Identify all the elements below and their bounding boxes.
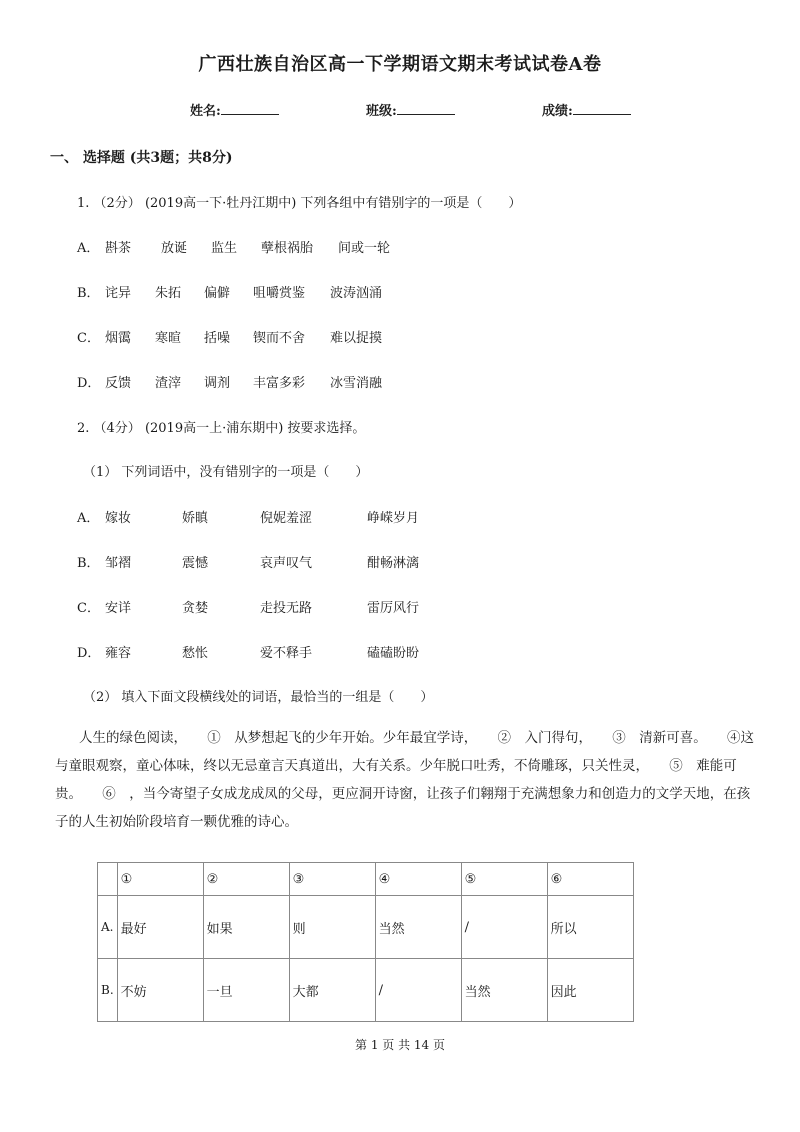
- table-header-cell: ⑥: [547, 863, 633, 896]
- option-word: 爱不释手: [260, 646, 313, 661]
- option-word: 锲而不舍: [253, 331, 306, 346]
- q2-option-a: [77, 507, 419, 526]
- option-word: 波涛汹涌: [330, 286, 383, 301]
- table-header-cell: ④: [375, 863, 461, 896]
- option-word: 反馈: [105, 376, 132, 391]
- option-label: A．: [77, 511, 100, 526]
- table-corner-cell: [98, 863, 118, 896]
- option-label: B．: [77, 286, 100, 301]
- table-cell: /: [461, 896, 547, 959]
- table-header-cell: ①: [117, 863, 203, 896]
- exam-title: 广西壮族自治区高一下学期语文期末考试试卷A卷: [198, 54, 602, 75]
- option-word: 调剂: [204, 376, 231, 391]
- table-row-label: B.: [98, 959, 118, 1022]
- option-word: 邹褶: [105, 556, 132, 571]
- option-word: 括噪: [204, 331, 231, 346]
- option-label: A．: [77, 241, 100, 256]
- option-word: 渣滓: [155, 376, 182, 391]
- option-word: 磕磕盼盼: [367, 646, 420, 661]
- table-cell: 因此: [547, 959, 633, 1022]
- table-cell: 大都: [289, 959, 375, 1022]
- name-blank: [221, 102, 279, 115]
- class-label: 班级:: [366, 104, 397, 119]
- table-cell: 当然: [375, 896, 461, 959]
- option-word: 斟茶: [105, 241, 132, 256]
- section-heading: 一、 选择题 (共3题；共8分): [50, 150, 233, 166]
- option-word: 娇瞋: [182, 511, 209, 526]
- option-word: 哀声叹气: [260, 556, 313, 571]
- table-header-cell: ⑤: [461, 863, 547, 896]
- score-blank: [573, 102, 631, 115]
- table-row-b: [98, 959, 634, 1022]
- name-field: [190, 100, 279, 119]
- option-word: 震憾: [182, 556, 209, 571]
- table-cell: 如果: [203, 896, 289, 959]
- option-word: 孽根祸胎: [261, 241, 314, 256]
- option-label: B．: [77, 556, 100, 571]
- option-word: 咀嚼赏鉴: [253, 286, 306, 301]
- table-cell: 所以: [547, 896, 633, 959]
- option-word: 贪婪: [182, 601, 209, 616]
- table-cell: 不妨: [117, 959, 203, 1022]
- q2-option-d: [77, 642, 419, 661]
- table-cell: 一旦: [203, 959, 289, 1022]
- q1-option-d: [77, 372, 382, 391]
- class-field: [366, 100, 455, 119]
- table-header-cell: ②: [203, 863, 289, 896]
- option-word: 雍容: [105, 646, 132, 661]
- option-label: D．: [77, 376, 101, 391]
- table-cell: 当然: [461, 959, 547, 1022]
- option-word: 监生: [211, 241, 238, 256]
- table-cell: 最好: [117, 896, 203, 959]
- q1-stem: 1. （2分） (2019高一下·牡丹江期中) 下列各组中有错别字的一项是（ ）: [77, 196, 522, 211]
- option-word: 放诞: [161, 241, 188, 256]
- option-word: 丰富多彩: [253, 376, 306, 391]
- table-cell: 则: [289, 896, 375, 959]
- option-word: 朱拓: [155, 286, 182, 301]
- option-word: 难以捉摸: [330, 331, 383, 346]
- option-word: 倪妮羞涩: [260, 511, 313, 526]
- option-word: 嫁妆: [105, 511, 132, 526]
- option-word: 诧异: [105, 286, 132, 301]
- q2-option-c: [77, 597, 419, 616]
- option-label: C．: [77, 601, 100, 616]
- score-label: 成绩:: [542, 104, 573, 119]
- option-word: 雷厉风行: [367, 601, 420, 616]
- option-word: 烟霭: [105, 331, 132, 346]
- option-label: D．: [77, 646, 101, 661]
- option-word: 冰雪消融: [330, 376, 383, 391]
- option-label: C．: [77, 331, 100, 346]
- option-word: 寒暄: [155, 331, 182, 346]
- option-word: 走投无路: [260, 601, 313, 616]
- table-row-label: A.: [98, 896, 118, 959]
- option-word: 偏僻: [204, 286, 231, 301]
- q1-option-a: [77, 237, 390, 256]
- name-label: 姓名:: [190, 104, 221, 119]
- class-blank: [397, 102, 455, 115]
- table-row-a: [98, 896, 634, 959]
- q2-sub1: （1） 下列词语中，没有错别字的一项是（ ）: [83, 465, 369, 480]
- score-field: [542, 100, 631, 119]
- q1-option-b: [77, 282, 382, 301]
- q2-option-b: [77, 552, 419, 571]
- option-word: 愁怅: [182, 646, 209, 661]
- q2-sub2: （2） 填入下面文段横线处的词语，最恰当的一组是（ ）: [83, 690, 434, 705]
- answer-table: [97, 862, 634, 1022]
- table-header-cell: ③: [289, 863, 375, 896]
- option-word: 酣畅淋漓: [367, 556, 420, 571]
- page-footer: 第 1 页 共 14 页: [355, 1038, 445, 1052]
- q1-option-c: [77, 327, 382, 346]
- option-word: 安详: [105, 601, 132, 616]
- table-header-row: [98, 863, 634, 896]
- option-word: 峥嵘岁月: [367, 511, 420, 526]
- q2-passage: 人生的绿色阅读， ① 从梦想起飞的少年开始。少年最宜学诗， ② 入门得句， ③ 清新可喜。 ④这与童眼观察，童心体味，终以无忌童言天真道出，大有关系。少年脱口吐秀，不倚雕琢，只关性灵， ⑤ 难能可贵。 ⑥ ，当今寄望子女成龙成凤的父母，更应洞开诗窗，让孩子们翱翔于充满想象力和创造力的文学天地，在孩子的人生初始阶段培育一颗优雅的诗心。: [55, 730, 754, 830]
- q2-stem: 2. （4分） (2019高一上·浦东期中) 按要求选择。: [77, 421, 366, 436]
- table-cell: /: [375, 959, 461, 1022]
- option-word: 间或一轮: [338, 241, 391, 256]
